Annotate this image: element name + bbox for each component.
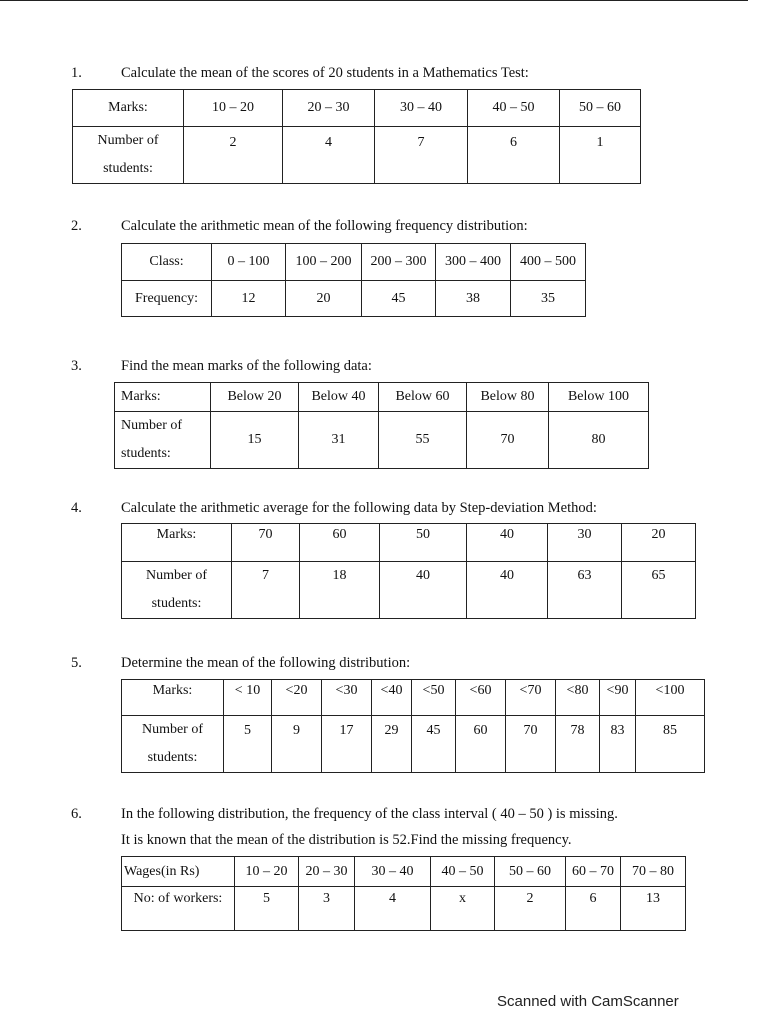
marks-table-1 [72,89,641,184]
table-cell: 70 [232,524,300,562]
question-number: 3. [71,358,82,374]
table-cell: 400 – 500 [511,244,586,281]
row-label: Marks: [115,383,211,412]
table-cell: 60 [456,716,506,773]
row-label: Wages(in Rs) [122,857,235,887]
table-cell: 30 – 40 [355,857,431,887]
frequency-table-2 [121,243,586,317]
table-cell: <80 [556,680,600,716]
table-cell: <70 [506,680,556,716]
question-text: Determine the mean of the following distribution: [121,655,411,671]
table-cell: 4 [283,127,375,184]
table-cell: 40 – 50 [468,90,560,127]
table-cell: <30 [322,680,372,716]
table-cell: 35 [511,281,586,317]
table-cell: 40 – 50 [431,857,495,887]
question-number: 2. [71,218,82,234]
row-label-line: Number of [97,133,159,148]
table-cell: 4 [355,887,431,931]
table-cell: 13 [621,887,686,931]
question-text: Calculate the arithmetic mean of the following frequency distribution: [121,218,528,234]
table-cell: 5 [235,887,299,931]
table-cell: < 10 [224,680,272,716]
table-cell: 2 [495,887,566,931]
table-cell: 83 [600,716,636,773]
question-number: 1. [71,65,82,81]
table-cell: 0 – 100 [212,244,286,281]
table-cell: Below 20 [211,383,299,412]
row-label-line: students: [103,161,153,176]
table-cell: 38 [436,281,511,317]
table-row [122,524,696,562]
table-cell: 300 – 400 [436,244,511,281]
table-row [73,127,641,184]
table-cell: 200 – 300 [362,244,436,281]
table-cell: 80 [549,412,649,469]
table-cell: 55 [379,412,467,469]
question-number: 6. [71,806,82,822]
row-label: Marks: [122,524,232,562]
table-row [122,887,686,931]
table-cell: 15 [211,412,299,469]
table-cell: 63 [548,562,622,619]
table-cell: 60 – 70 [566,857,621,887]
table-cell: 50 [380,524,467,562]
table-cell: 50 – 60 [495,857,566,887]
table-row [73,90,641,127]
row-label-line: Number of [141,722,204,737]
marks-table-3 [114,382,649,469]
table-cell: 100 – 200 [286,244,362,281]
table-cell: <40 [372,680,412,716]
table-cell: 5 [224,716,272,773]
table-cell: 2 [184,127,283,184]
table-cell: 7 [232,562,300,619]
row-label [115,412,211,469]
row-label [122,562,232,619]
table-cell: 7 [375,127,468,184]
table-row [122,857,686,887]
table-cell: 70 [506,716,556,773]
table-cell: <20 [272,680,322,716]
table-cell: 10 – 20 [235,857,299,887]
table-cell: Below 40 [299,383,379,412]
question-text: Find the mean marks of the following data: [121,358,372,374]
table-row [122,680,705,716]
table-cell: 70 [467,412,549,469]
table-cell: 45 [412,716,456,773]
table-cell: 40 [380,562,467,619]
table-cell: Below 80 [467,383,549,412]
row-label: Marks: [122,680,224,716]
table-cell: 31 [299,412,379,469]
table-cell: 20 [286,281,362,317]
table-cell: 30 – 40 [375,90,468,127]
table-cell: 20 – 30 [299,857,355,887]
table-cell: Below 100 [549,383,649,412]
row-label-line: Number of [145,568,208,583]
row-label: Marks: [73,90,184,127]
camscanner-watermark: Scanned with CamScanner [497,993,679,1010]
row-label-line: students: [147,750,198,765]
table-cell: 30 [548,524,622,562]
row-label: Class: [122,244,212,281]
table-cell: 1 [560,127,641,184]
table-cell: 40 [467,524,548,562]
table-row [115,383,649,412]
row-label: No: of workers: [122,887,235,931]
table-cell: 78 [556,716,600,773]
table-cell: x [431,887,495,931]
table-cell: 6 [468,127,560,184]
table-cell: 20 [622,524,696,562]
table-cell: 12 [212,281,286,317]
question-text: Calculate the mean of the scores of 20 students in a Mathematics Test: [121,65,529,81]
wages-table-6 [121,856,686,931]
table-cell: 3 [299,887,355,931]
table-cell: <90 [600,680,636,716]
top-border-line [0,0,748,1]
table-cell: 60 [300,524,380,562]
question-number: 5. [71,655,82,671]
table-cell: 40 [467,562,548,619]
row-label [73,127,184,184]
table-cell: 50 – 60 [560,90,641,127]
table-row [122,244,586,281]
step-deviation-table-4 [121,523,696,619]
row-label-line: students: [151,596,202,611]
row-label [122,716,224,773]
table-cell: 45 [362,281,436,317]
table-cell: 20 – 30 [283,90,375,127]
table-cell: 10 – 20 [184,90,283,127]
table-cell: 70 – 80 [621,857,686,887]
question-text: Calculate the arithmetic average for the following data by Step-deviation Method: [121,500,597,516]
table-cell: 17 [322,716,372,773]
table-cell: <100 [636,680,705,716]
table-cell: 9 [272,716,322,773]
table-cell: 85 [636,716,705,773]
row-label-line: Number of [121,418,183,433]
table-row [115,412,649,469]
table-cell: <60 [456,680,506,716]
table-cell: 65 [622,562,696,619]
table-row [122,281,586,317]
row-label: Frequency: [122,281,212,317]
row-label-line: students: [121,446,171,461]
table-cell: 6 [566,887,621,931]
table-row [122,716,705,773]
table-cell: 29 [372,716,412,773]
question-number: 4. [71,500,82,516]
table-row [122,562,696,619]
table-cell: <50 [412,680,456,716]
table-cell: 18 [300,562,380,619]
question-text-line-2: It is known that the mean of the distribution is 52.Find the missing frequency. [121,832,572,848]
cumulative-table-5 [121,679,705,773]
question-text: In the following distribution, the frequency of the class interval ( 40 – 50 ) is missing. [121,806,618,822]
table-cell: Below 60 [379,383,467,412]
